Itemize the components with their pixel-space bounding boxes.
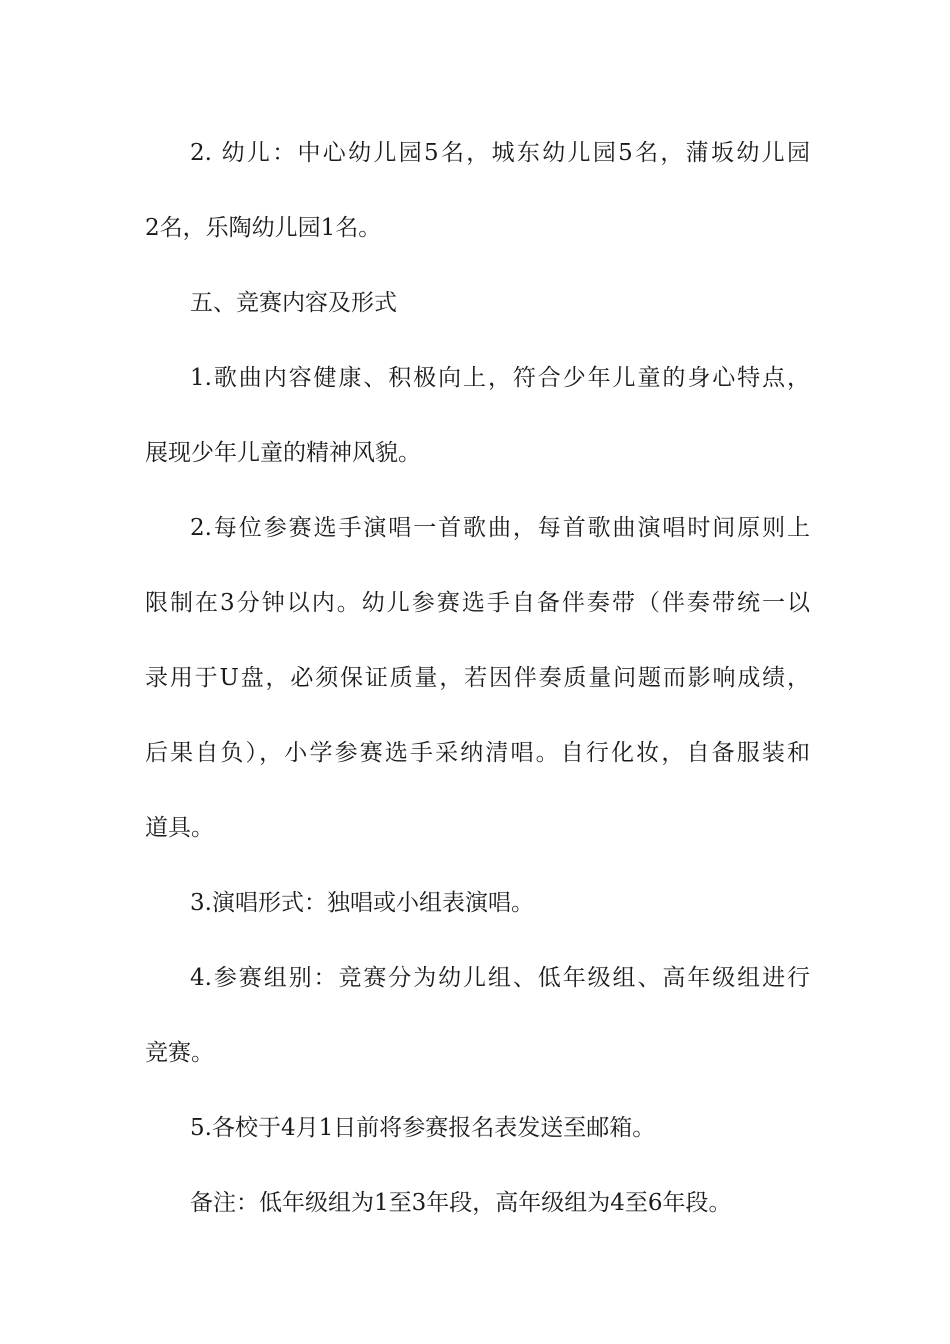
- section-heading: 五、竞赛内容及形式: [190, 290, 397, 316]
- paragraph-line: 4.参赛组别：竞赛分为幼儿组、低年级组、高年级组进行: [190, 965, 810, 991]
- paragraph-line: 后果自负），小学参赛选手采纳清唱。自行化妆，自备服装和: [145, 740, 810, 766]
- paragraph-line: 1.歌曲内容健康、积极向上，符合少年儿童的身心特点，: [190, 365, 810, 391]
- paragraph-line: 5.各校于4月1日前将参赛报名表发送至邮箱。: [190, 1115, 656, 1141]
- paragraph-line: 2名，乐陶幼儿园1名。: [145, 215, 382, 241]
- paragraph-line: 展现少年儿童的精神风貌。: [145, 440, 421, 466]
- paragraph-line: 竞赛。: [145, 1040, 214, 1066]
- paragraph-line: 2.每位参赛选手演唱一首歌曲，每首歌曲演唱时间原则上: [190, 515, 810, 541]
- paragraph-line: 道具。: [145, 815, 214, 841]
- note-line: 备注：低年级组为1至3年段，高年级组为4至6年段。: [190, 1190, 732, 1216]
- paragraph-line: 3.演唱形式：独唱或小组表演唱。: [190, 890, 534, 916]
- paragraph-line: 录用于U盘，必须保证质量，若因伴奏质量问题而影响成绩，: [145, 665, 810, 691]
- paragraph-line: 2. 幼儿：中心幼儿园5名，城东幼儿园5名，蒲坂幼儿园: [190, 140, 810, 166]
- paragraph-line: 限制在3分钟以内。幼儿参赛选手自备伴奏带（伴奏带统一以: [145, 590, 810, 616]
